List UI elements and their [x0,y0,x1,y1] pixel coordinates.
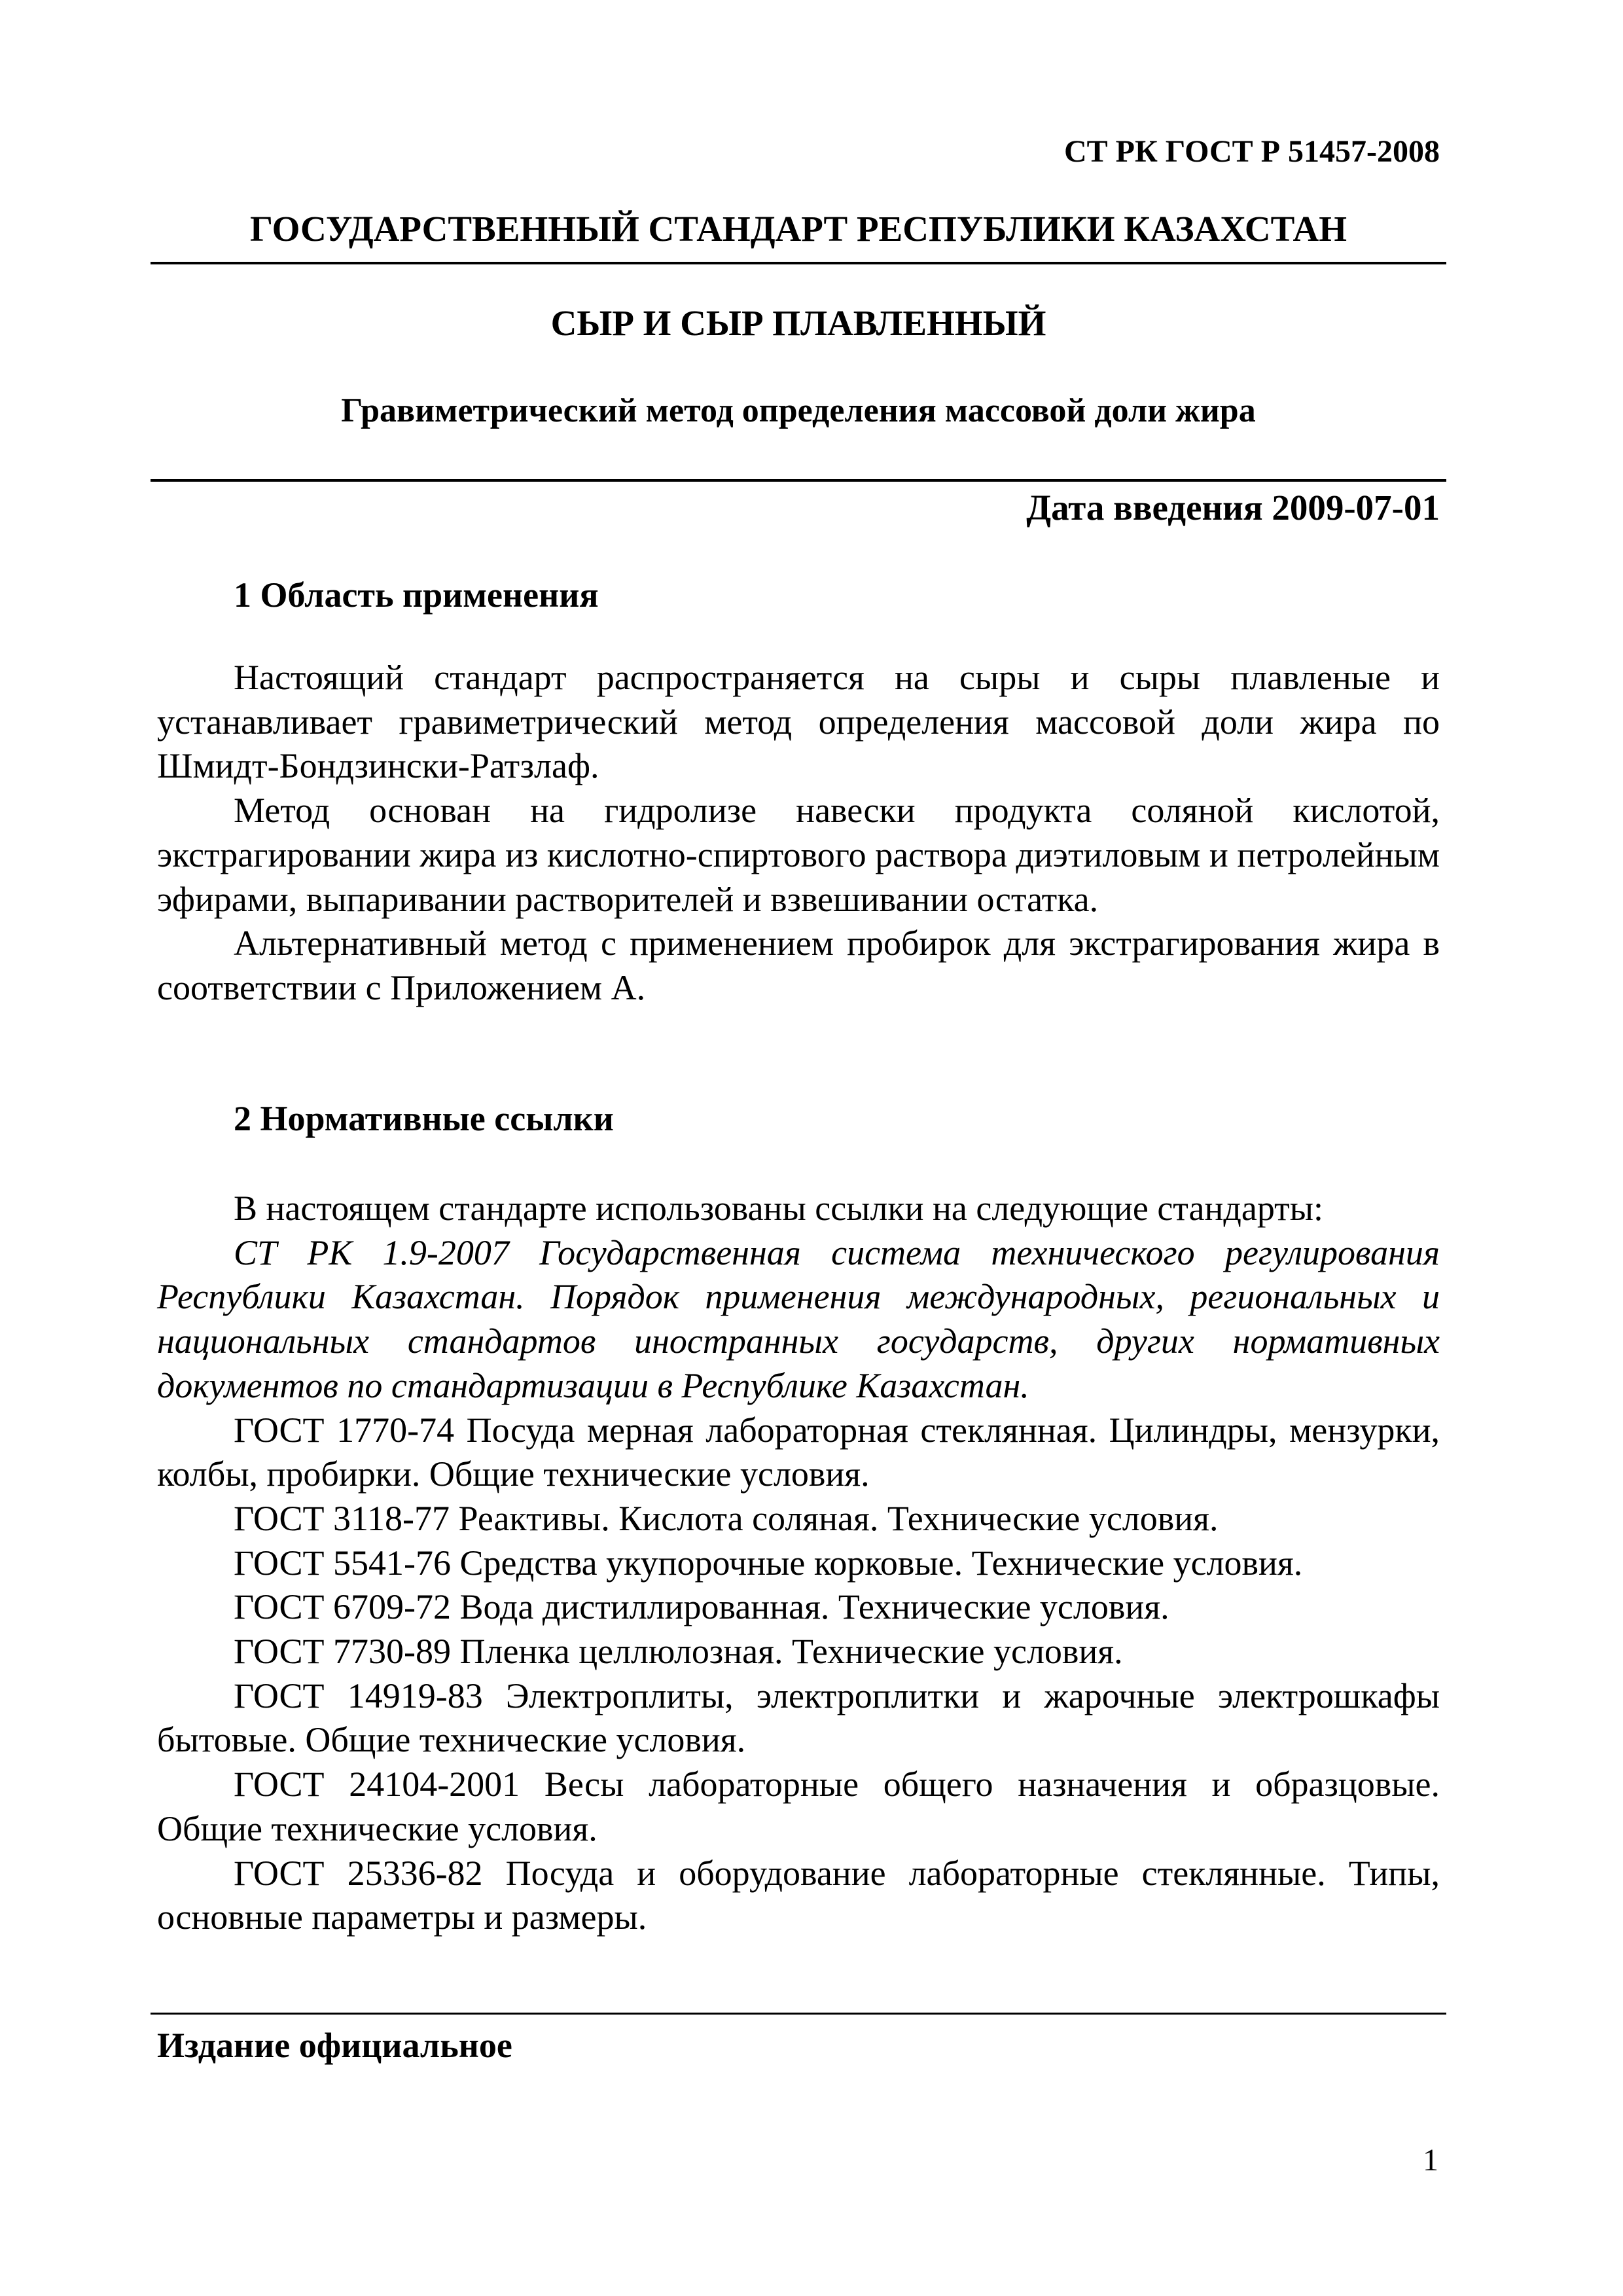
reference-item: ГОСТ 25336-82 Посуда и оборудование лабораторные стеклянные. Типы, основные параметры и размеры. [157,1853,1440,1937]
section-1-body [157,656,1440,1011]
standard-code: СТ РК ГОСТ Р 51457-2008 [1063,134,1440,169]
reference-item: СТ РК 1.9-2007 Государственная система технического регулирования Республики Казахстан. Порядок применения международных, региональных и национальных стандартов иностранных государств, других нормативных документов по стандартизации в Республике Казахстан. [157,1232,1440,1405]
introduction-date: Дата введения 2009-07-01 [1026,488,1440,528]
section-1-heading: 1 Область применения [234,575,599,615]
document-subtitle: Гравиметрический метод определения массовой доли жира [341,392,1256,429]
reference-item: ГОСТ 3118-77 Реактивы. Кислота соляная. Технические условия. [234,1498,1219,1538]
reference-item: ГОСТ 7730-89 Пленка целлюлозная. Технические условия. [234,1632,1123,1672]
paragraph: Метод основан на гидролизе навески продукта соляной кислотой, экстрагировании жира из кислотно-спиртового раствора диэтиловым и петролейным эфирами, выпаривании растворителей и взвешивании остатка. [157,791,1440,919]
section-2-heading: 2 Нормативные ссылки [234,1099,614,1138]
page-number: 1 [1423,2143,1438,2178]
section-2-body [157,1187,1440,1940]
title-divider [151,262,1446,264]
reference-item: ГОСТ 6709-72 Вода дистиллированная. Технические условия. [234,1587,1169,1627]
footer-divider [151,2013,1446,2015]
reference-item: ГОСТ 1770-74 Посуда мерная лабораторная стеклянная. Цилиндры, мензурки, колбы, пробирки. Общие технические условия. [157,1410,1440,1494]
reference-item: ГОСТ 5541-76 Средства укупорочные корковые. Технические условия. [234,1543,1303,1583]
standard-title: ГОСУДАРСТВЕННЫЙ СТАНДАРТ РЕСПУБЛИКИ КАЗАХСТАН [249,209,1347,249]
subtitle-divider [151,479,1446,482]
paragraph: Альтернативный метод с применением пробирок для экстрагирования жира в соответствии с Приложением А. [157,924,1440,1007]
reference-item: ГОСТ 14919-83 Электроплиты, электроплитки и жарочные электрошкафы бытовые. Общие технические условия. [157,1676,1440,1760]
reference-item: ГОСТ 24104-2001 Весы лабораторные общего назначения и образцовые. Общие технические условия. [157,1765,1440,1848]
paragraph: Настоящий стандарт распространяется на сыры и сыры плавленые и устанавливает гравиметрический метод определения массовой доли жира по Шмидт-Бондзински-Ратзлаф. [157,658,1440,786]
official-edition-label: Издание официальное [157,2026,512,2065]
paragraph: В настоящем стандарте использованы ссылки на следующие стандарты: [234,1189,1324,1228]
product-title: СЫР И СЫР ПЛАВЛЕННЫЙ [550,303,1046,343]
